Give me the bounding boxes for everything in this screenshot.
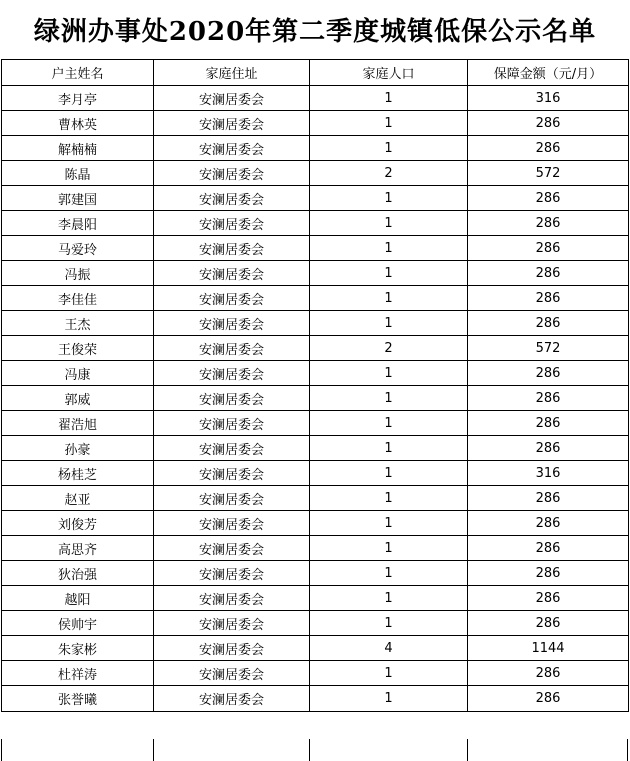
header-household-size: 家庭人口 (310, 60, 468, 86)
cell-amount: 286 (468, 361, 629, 386)
cell-household-size: 1 (310, 661, 468, 686)
cell-address: 安澜居委会 (154, 686, 310, 712)
cell-address: 安澜居委会 (154, 611, 310, 636)
cell-address: 安澜居委会 (154, 536, 310, 561)
table-row (2, 611, 629, 636)
header-address: 家庭住址 (154, 60, 310, 86)
column-divider (467, 739, 468, 761)
cell-name: 狄治强 (2, 561, 154, 586)
cell-address: 安澜居委会 (154, 361, 310, 386)
cell-name: 冯康 (2, 361, 154, 386)
table-row (2, 311, 629, 336)
cell-amount: 286 (468, 136, 629, 161)
cell-household-size: 1 (310, 86, 468, 111)
roster-table (1, 59, 629, 712)
table-row (2, 436, 629, 461)
cell-household-size: 1 (310, 286, 468, 311)
cell-name: 李佳佳 (2, 286, 154, 311)
cell-amount: 286 (468, 311, 629, 336)
cell-address: 安澜居委会 (154, 436, 310, 461)
cell-name: 杜祥涛 (2, 661, 154, 686)
cell-household-size: 1 (310, 311, 468, 336)
cell-household-size: 1 (310, 561, 468, 586)
cell-amount: 286 (468, 236, 629, 261)
table-row (2, 686, 629, 712)
table-row (2, 161, 629, 186)
cell-address: 安澜居委会 (154, 261, 310, 286)
cell-name: 刘俊芳 (2, 511, 154, 536)
cell-amount: 286 (468, 261, 629, 286)
cell-amount: 286 (468, 536, 629, 561)
cell-name: 高思齐 (2, 536, 154, 561)
cell-household-size: 1 (310, 461, 468, 486)
cell-address: 安澜居委会 (154, 236, 310, 261)
cell-address: 安澜居委会 (154, 186, 310, 211)
cell-address: 安澜居委会 (154, 211, 310, 236)
table-header-row (2, 60, 629, 86)
cell-household-size: 1 (310, 386, 468, 411)
cell-name: 冯振 (2, 261, 154, 286)
cell-name: 越阳 (2, 586, 154, 611)
cell-household-size: 1 (310, 511, 468, 536)
cell-address: 安澜居委会 (154, 286, 310, 311)
cell-address: 安澜居委会 (154, 386, 310, 411)
table-row (2, 86, 629, 111)
cell-household-size: 1 (310, 111, 468, 136)
table-row (2, 361, 629, 386)
table-row (2, 261, 629, 286)
column-divider (309, 739, 310, 761)
cell-address: 安澜居委会 (154, 586, 310, 611)
cell-amount: 286 (468, 561, 629, 586)
table-row (2, 486, 629, 511)
cell-amount: 286 (468, 661, 629, 686)
cell-amount: 572 (468, 161, 629, 186)
cell-household-size: 1 (310, 186, 468, 211)
cell-name: 陈晶 (2, 161, 154, 186)
cell-name: 朱家彬 (2, 636, 154, 661)
table-row (2, 336, 629, 361)
cell-household-size: 2 (310, 336, 468, 361)
cell-address: 安澜居委会 (154, 661, 310, 686)
header-amount: 保障金额（元/月） (468, 60, 629, 86)
cell-amount: 286 (468, 186, 629, 211)
table-row (2, 136, 629, 161)
cell-household-size: 1 (310, 486, 468, 511)
cell-household-size: 1 (310, 411, 468, 436)
table-row (2, 236, 629, 261)
table-row (2, 186, 629, 211)
cell-address: 安澜居委会 (154, 311, 310, 336)
cell-amount: 286 (468, 436, 629, 461)
cell-household-size: 1 (310, 686, 468, 712)
cell-household-size: 1 (310, 211, 468, 236)
cell-address: 安澜居委会 (154, 511, 310, 536)
cell-name: 郭威 (2, 386, 154, 411)
cell-amount: 286 (468, 386, 629, 411)
cell-amount: 316 (468, 86, 629, 111)
table-row (2, 661, 629, 686)
table-row (2, 536, 629, 561)
cell-household-size: 1 (310, 261, 468, 286)
cell-name: 侯帅宇 (2, 611, 154, 636)
cell-address: 安澜居委会 (154, 411, 310, 436)
table-row (2, 386, 629, 411)
cell-name: 李晨阳 (2, 211, 154, 236)
cell-address: 安澜居委会 (154, 461, 310, 486)
cell-amount: 286 (468, 586, 629, 611)
cell-address: 安澜居委会 (154, 636, 310, 661)
table-row (2, 561, 629, 586)
table-row (2, 511, 629, 536)
cell-name: 翟浩旭 (2, 411, 154, 436)
cell-amount: 286 (468, 211, 629, 236)
table-row (2, 286, 629, 311)
cell-name: 郭建国 (2, 186, 154, 211)
cell-amount: 316 (468, 461, 629, 486)
cell-address: 安澜居委会 (154, 561, 310, 586)
cell-amount: 286 (468, 686, 629, 712)
cell-address: 安澜居委会 (154, 111, 310, 136)
table-row (2, 461, 629, 486)
cell-name: 杨桂芝 (2, 461, 154, 486)
cell-name: 解楠楠 (2, 136, 154, 161)
cell-amount: 572 (468, 336, 629, 361)
table-row (2, 411, 629, 436)
cell-address: 安澜居委会 (154, 486, 310, 511)
empty-row (1, 739, 628, 761)
cell-name: 曹林英 (2, 111, 154, 136)
table-row (2, 111, 629, 136)
cell-name: 王俊荣 (2, 336, 154, 361)
cell-amount: 286 (468, 486, 629, 511)
cell-name: 马爱玲 (2, 236, 154, 261)
cell-address: 安澜居委会 (154, 86, 310, 111)
page-title: 绿洲办事处2020年第二季度城镇低保公示名单 (33, 17, 597, 47)
cell-household-size: 1 (310, 136, 468, 161)
cell-amount: 286 (468, 411, 629, 436)
cell-household-size: 1 (310, 611, 468, 636)
cell-household-size: 1 (310, 586, 468, 611)
cell-amount: 1144 (468, 636, 629, 661)
cell-address: 安澜居委会 (154, 136, 310, 161)
cell-amount: 286 (468, 511, 629, 536)
cell-amount: 286 (468, 111, 629, 136)
cell-name: 李月亭 (2, 86, 154, 111)
cell-name: 孙豪 (2, 436, 154, 461)
cell-name: 张誉曦 (2, 686, 154, 712)
cell-household-size: 1 (310, 536, 468, 561)
cell-household-size: 1 (310, 361, 468, 386)
cell-name: 赵亚 (2, 486, 154, 511)
cell-amount: 286 (468, 286, 629, 311)
header-name: 户主姓名 (2, 60, 154, 86)
cell-household-size: 1 (310, 236, 468, 261)
table-row (2, 211, 629, 236)
cell-household-size: 2 (310, 161, 468, 186)
table-row (2, 586, 629, 611)
column-divider (153, 739, 154, 761)
cell-amount: 286 (468, 611, 629, 636)
cell-name: 王杰 (2, 311, 154, 336)
cell-household-size: 4 (310, 636, 468, 661)
cell-household-size: 1 (310, 436, 468, 461)
cell-address: 安澜居委会 (154, 336, 310, 361)
table-row (2, 636, 629, 661)
cell-address: 安澜居委会 (154, 161, 310, 186)
